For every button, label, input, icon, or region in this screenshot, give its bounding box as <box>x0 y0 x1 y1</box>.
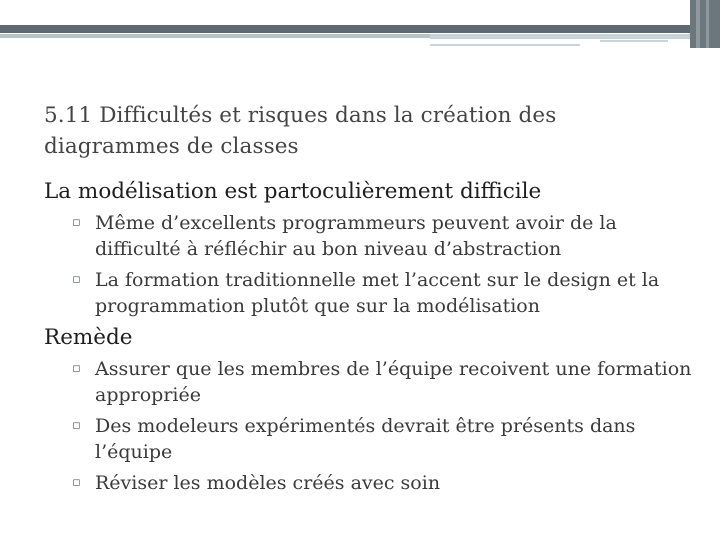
slide-title: 5.11 Difficultés et risques dans la création des diagrammes de classes <box>44 103 557 159</box>
bullet-item <box>72 267 704 319</box>
bullet-text: Réviser les modèles créés avec soin <box>95 472 441 494</box>
bullet-text: Assurer que les membres de l’équipe recoivent une formation appropriée <box>95 358 692 406</box>
corner-stripe <box>696 0 700 48</box>
section-heading: La modélisation est partoculièrement difficile <box>44 179 542 204</box>
header-thin-line-right <box>600 40 668 42</box>
bullet-item <box>72 470 704 496</box>
bullet-text: Même d’excellents programmeurs peuvent avoir de la difficulté à réfléchir au bon niveau d’abstraction <box>95 212 617 260</box>
square-bullet-icon: ▫ <box>72 361 81 376</box>
bullet-item <box>72 210 704 262</box>
bullet-list <box>44 210 704 319</box>
bullet-item <box>72 413 704 465</box>
header-band-light-stripe <box>0 34 430 38</box>
header-band-light-stripe-right <box>430 34 710 39</box>
bullet-text: La formation traditionnelle met l’accent sur le design et la programmation plutôt que sur la modélisation <box>95 269 660 317</box>
bullet-text: Des modeleurs expérimentés devrait être présents dans l’équipe <box>95 415 636 463</box>
square-bullet-icon: ▫ <box>72 475 81 490</box>
slide-content <box>44 178 704 501</box>
corner-decoration <box>690 0 720 48</box>
square-bullet-icon: ▫ <box>72 215 81 230</box>
header-band <box>0 0 720 26</box>
square-bullet-icon: ▫ <box>72 272 81 287</box>
header-thin-line <box>430 44 580 46</box>
header-band-dark-stripe <box>0 25 720 33</box>
bullet-item <box>72 356 704 408</box>
corner-stripe <box>706 0 709 48</box>
bullet-list <box>44 356 704 496</box>
square-bullet-icon: ▫ <box>72 418 81 433</box>
section-heading: Remède <box>44 325 133 350</box>
